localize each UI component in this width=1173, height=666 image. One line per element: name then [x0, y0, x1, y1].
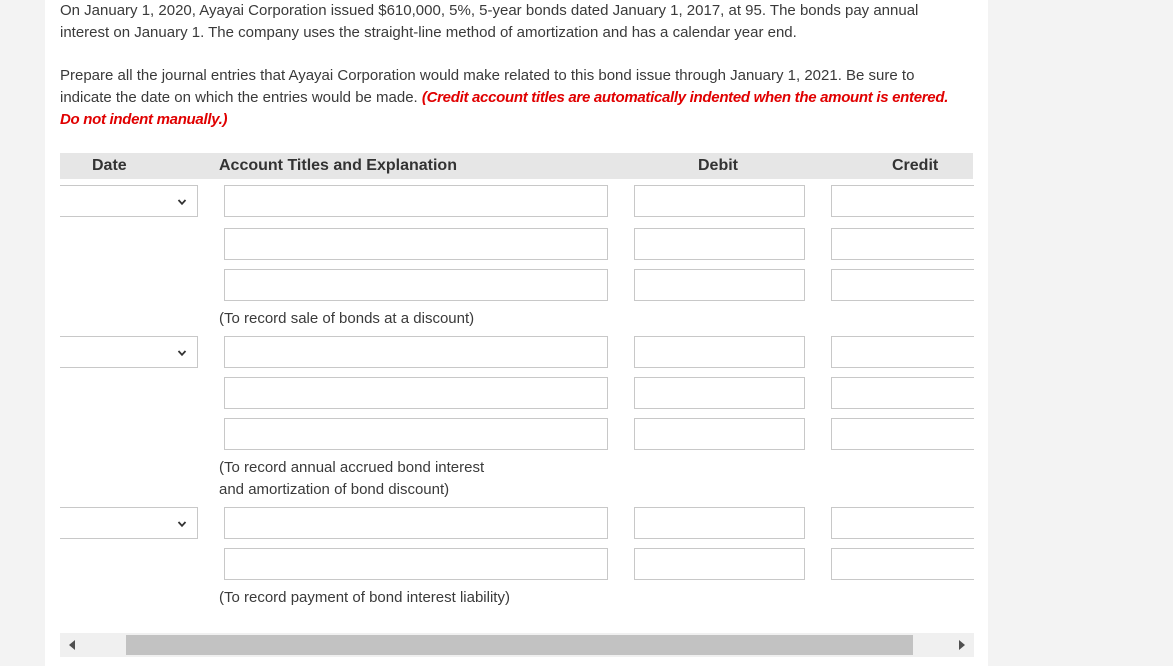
credit-input-entry-3-row-2[interactable]: [831, 548, 974, 580]
account-input-entry-3-row-2[interactable]: [224, 548, 608, 580]
explanation-line: (To record annual accrued bond interest: [219, 459, 485, 476]
horizontal-scrollbar[interactable]: [60, 633, 974, 657]
problem-instruction: [60, 65, 970, 131]
arrow-right-icon[interactable]: [956, 639, 968, 651]
account-input-entry-1-row-3[interactable]: [224, 269, 608, 301]
debit-input-entry-1-row-1[interactable]: [634, 185, 805, 217]
credit-input-entry-2-row-2[interactable]: [831, 377, 974, 409]
chevron-down-icon: [177, 197, 187, 207]
account-input-entry-1-row-2[interactable]: [224, 228, 608, 260]
explanation-line: (To record payment of bond interest liability): [219, 589, 510, 606]
account-input-entry-2-row-2[interactable]: [224, 377, 608, 409]
credit-input-entry-2-row-3[interactable]: [831, 418, 974, 450]
credit-input-entry-1-row-1[interactable]: [831, 185, 974, 217]
debit-input-entry-3-row-1[interactable]: [634, 507, 805, 539]
explanation-line: and amortization of bond discount): [219, 481, 450, 498]
header-credit: Credit: [892, 157, 939, 174]
entry-1-explanation: [219, 308, 474, 330]
debit-input-entry-2-row-1[interactable]: [634, 336, 805, 368]
debit-input-entry-1-row-2[interactable]: [634, 228, 805, 260]
debit-input-entry-1-row-3[interactable]: [634, 269, 805, 301]
account-input-entry-3-row-1[interactable]: [224, 507, 608, 539]
date-select-entry-2[interactable]: [60, 336, 198, 368]
explanation-line: (To record sale of bonds at a discount): [219, 310, 475, 327]
journal-table-header: [60, 153, 973, 179]
scrollbar-thumb[interactable]: [126, 635, 913, 655]
account-input-entry-2-row-1[interactable]: [224, 336, 608, 368]
header-debit: Debit: [698, 157, 738, 174]
account-input-entry-2-row-3[interactable]: [224, 418, 608, 450]
instruction-text: Prepare all the journal entries that Ayayai Corporation would make related to this bond issue through January 1, 2021. Be sure to indicate the date on which the entries would be made.: [60, 67, 915, 106]
chevron-down-icon: [177, 519, 187, 529]
entry-2-explanation: [219, 457, 484, 501]
credit-input-entry-3-row-1[interactable]: [831, 507, 974, 539]
header-account: Account Titles and Explanation: [219, 157, 457, 174]
chevron-down-icon: [177, 348, 187, 358]
header-date: Date: [92, 157, 127, 174]
account-input-entry-1-row-1[interactable]: [224, 185, 608, 217]
debit-input-entry-3-row-2[interactable]: [634, 548, 805, 580]
date-select-entry-1[interactable]: [60, 185, 198, 217]
credit-input-entry-1-row-3[interactable]: [831, 269, 974, 301]
date-select-entry-3[interactable]: [60, 507, 198, 539]
problem-intro: On January 1, 2020, Ayayai Corporation issued $610,000, 5%, 5-year bonds dated January 1, 2017, at 95. The bonds pay annual interest on January 1. The company uses the straight-line method of amortization and has a calendar year end.: [60, 2, 919, 41]
arrow-left-icon[interactable]: [66, 639, 78, 651]
debit-input-entry-2-row-2[interactable]: [634, 377, 805, 409]
entry-3-explanation: [219, 587, 510, 609]
credit-input-entry-1-row-2[interactable]: [831, 228, 974, 260]
debit-input-entry-2-row-3[interactable]: [634, 418, 805, 450]
credit-input-entry-2-row-1[interactable]: [831, 336, 974, 368]
instruction-note: (Credit account titles are automatically indented when the amount is entered. Do not indent manually.): [60, 89, 949, 128]
